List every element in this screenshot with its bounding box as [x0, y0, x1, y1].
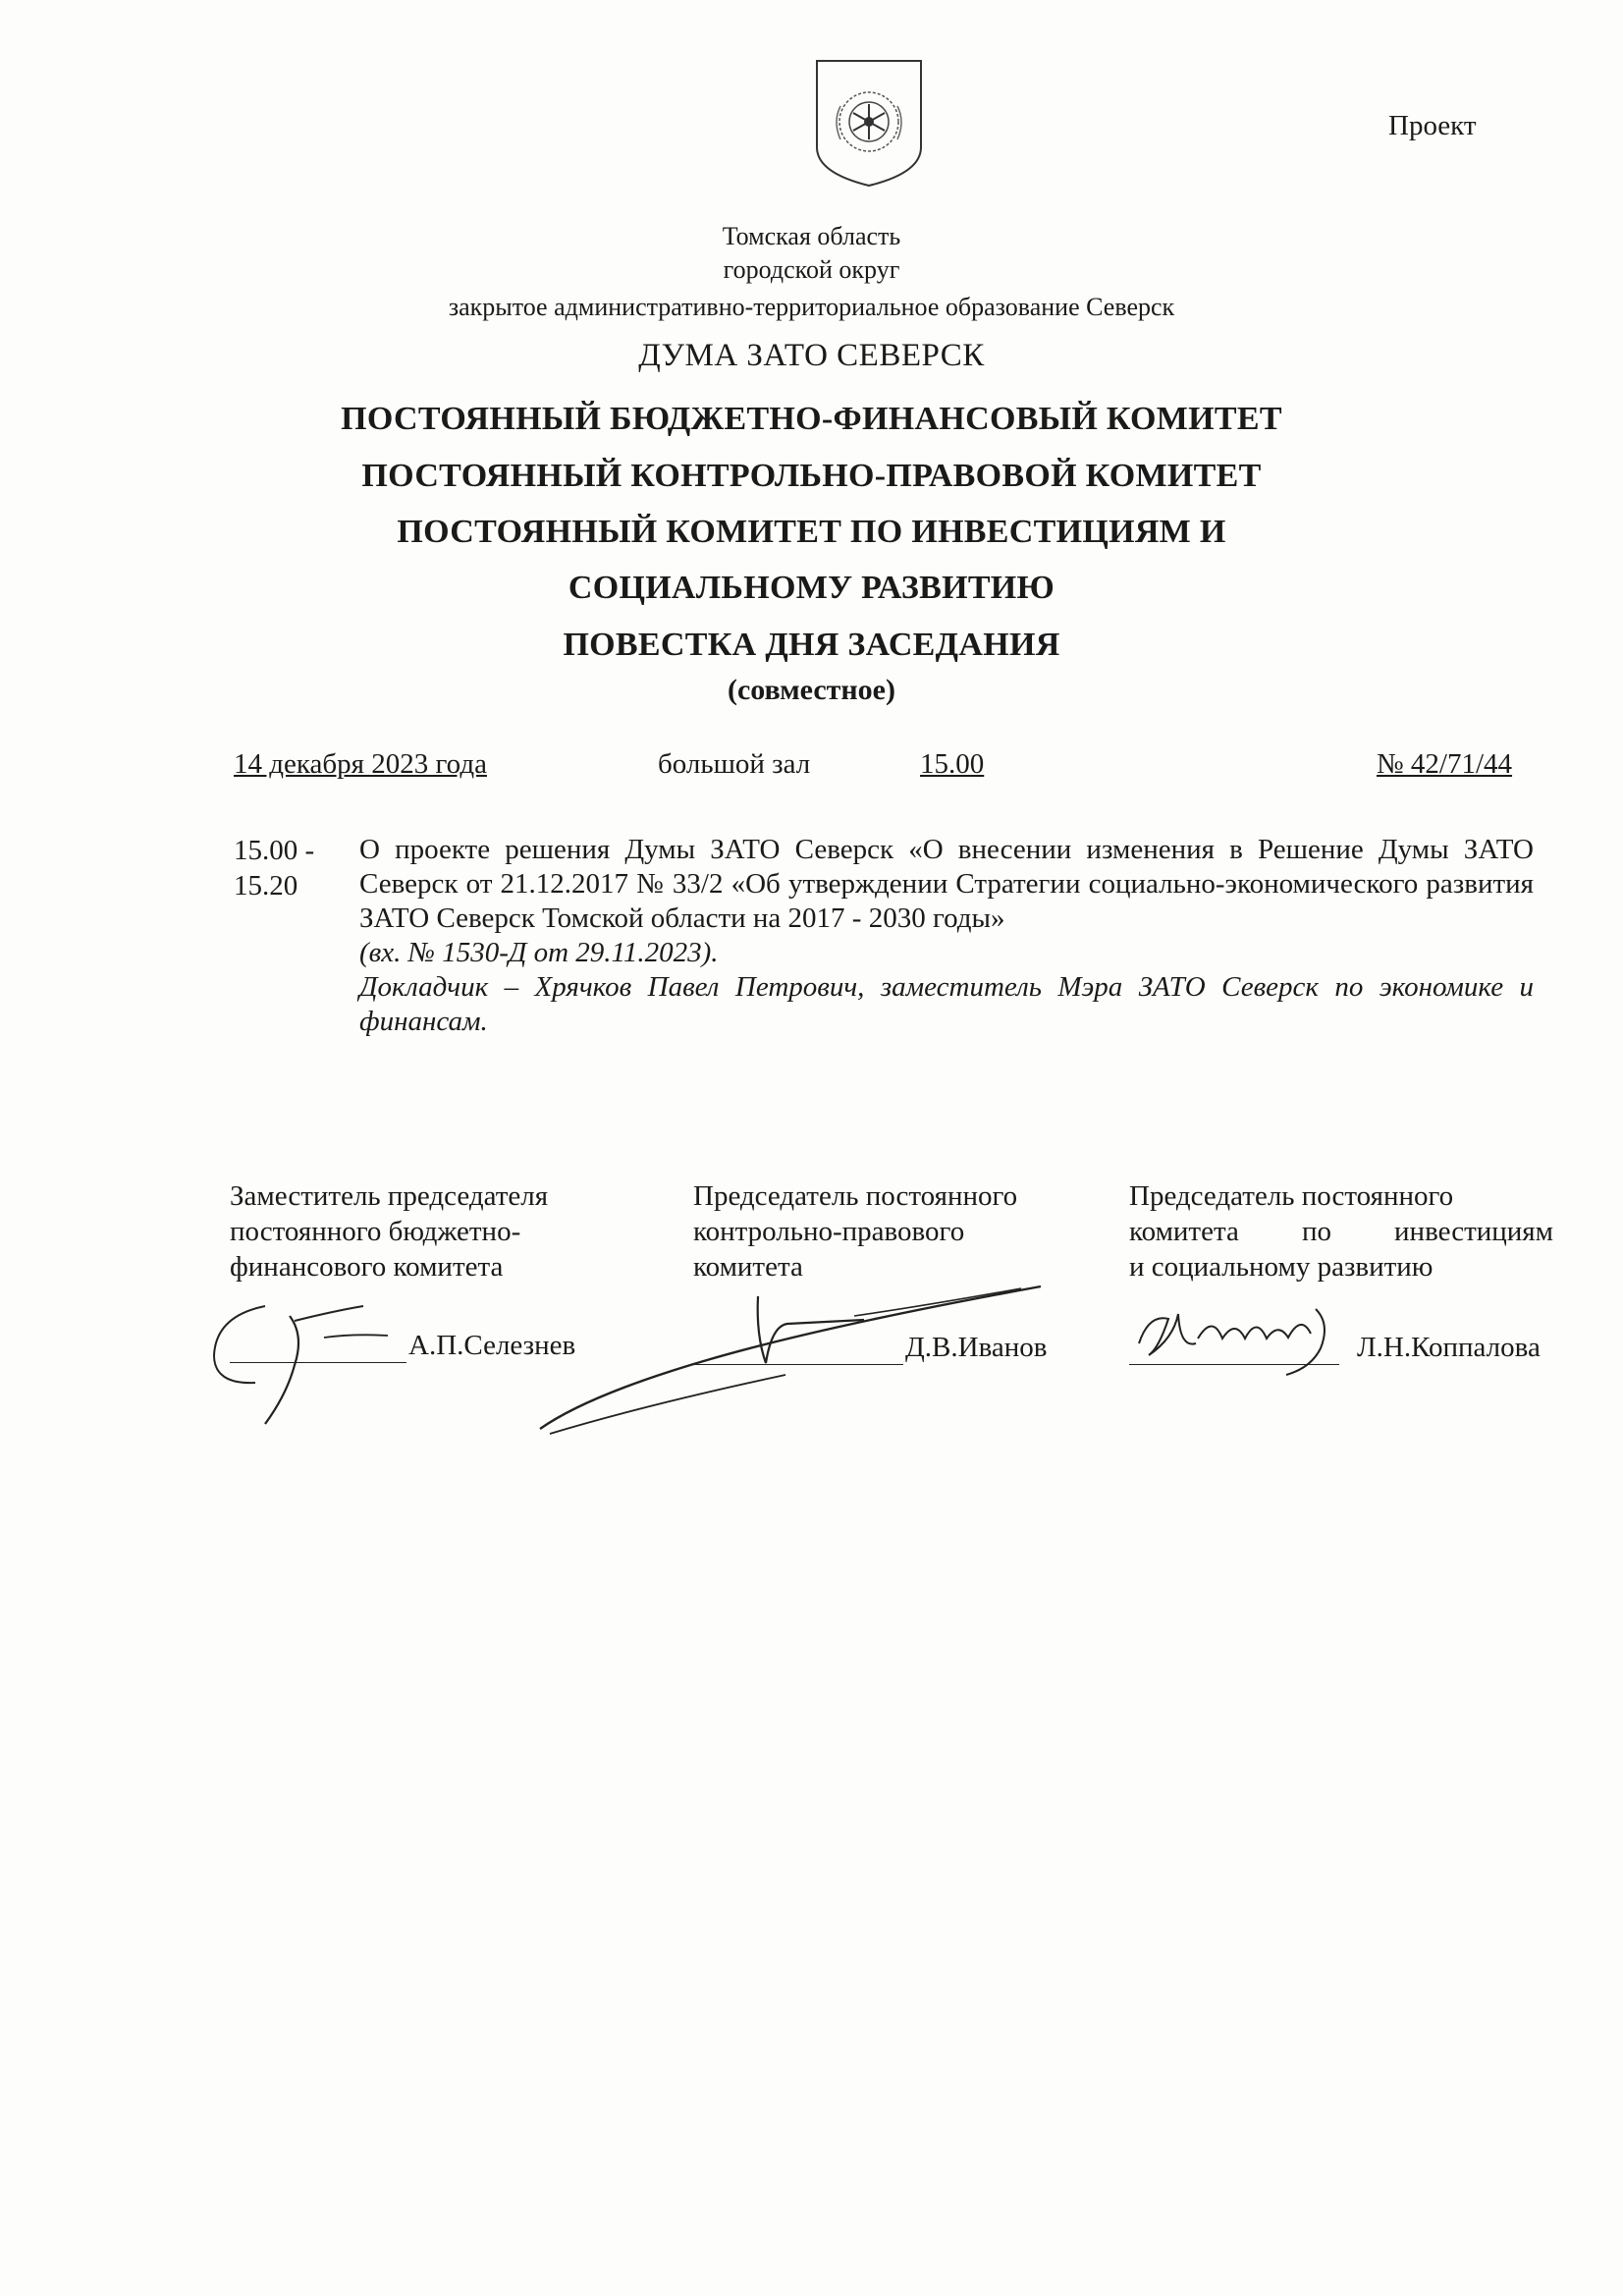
- signature-line-right: [1129, 1364, 1339, 1365]
- handwritten-signature-left: [196, 1277, 432, 1434]
- coat-of-arms-icon: [811, 57, 927, 190]
- signature-line-left: [230, 1362, 406, 1363]
- document-subtitle: (совместное): [727, 674, 895, 706]
- signer-title-line: комитета: [693, 1251, 803, 1283]
- meeting-number: № 42/71/44: [1377, 748, 1513, 780]
- signer-title-line: комитета по инвестициям: [1129, 1216, 1553, 1247]
- signer-title-line: [1129, 1178, 1553, 1214]
- committee-control-legal: ПОСТОЯННЫЙ КОНТРОЛЬНО-ПРАВОВОЙ КОМИТЕТ: [361, 458, 1262, 494]
- committee-budget-finance: ПОСТОЯННЫЙ БЮДЖЕТНО-ФИНАНСОВЫЙ КОМИТЕТ: [341, 401, 1282, 437]
- signer-name-right: Л.Н.Коппалова: [1357, 1332, 1541, 1363]
- meeting-time: 15.00: [920, 748, 985, 780]
- agenda-item: [359, 833, 1534, 1039]
- header-entity: закрытое административно-территориальное образование Северск: [448, 293, 1175, 321]
- council-name: ДУМА ЗАТО СЕВЕРСК: [638, 338, 985, 373]
- agenda-item-text: О проекте решения Думы ЗАТО Северск «О внесении изменения в Решение Думы ЗАТО Северск от 21.12.2017 № 33/2 «Об утверждении Стратегии социально-экономического развития ЗАТО Северск Томской области на 2017 - 2030 годы»: [359, 834, 1534, 934]
- committee-investment-line1: ПОСТОЯННЫЙ КОМИТЕТ ПО ИНВЕСТИЦИЯМ И: [397, 514, 1226, 550]
- document-title: ПОВЕСТКА ДНЯ ЗАСЕДАНИЯ: [563, 627, 1060, 663]
- signer-title-line: Заместитель председателя: [230, 1180, 549, 1212]
- signature-block-middle: [693, 1178, 1086, 1285]
- header-region: Томская область: [722, 222, 901, 250]
- signature-block-left: [230, 1178, 622, 1285]
- signer-name-left: А.П.Селезнев: [408, 1330, 576, 1361]
- meeting-date: 14 декабря 2023 года: [234, 748, 487, 780]
- signer-name-middle: Д.В.Иванов: [905, 1332, 1048, 1363]
- meeting-place: большой зал: [658, 748, 811, 780]
- signer-title-line: и социальному развитию: [1129, 1251, 1434, 1283]
- agenda-time-end: 15.20: [234, 870, 298, 902]
- signer-title-line: контрольно-правового: [693, 1216, 965, 1247]
- agenda-speaker: Докладчик – Хрячков Павел Петрович, заместитель Мэра ЗАТО Северск по экономике и финансам.: [359, 971, 1534, 1037]
- agenda-time: [234, 833, 314, 903]
- handwritten-signature-right: [1119, 1294, 1355, 1383]
- committee-investment-line2: СОЦИАЛЬНОМУ РАЗВИТИЮ: [568, 570, 1055, 606]
- signature-line-middle: [693, 1364, 903, 1365]
- header-district: городской округ: [723, 255, 900, 284]
- signer-title-line: постоянного бюджетно-: [230, 1216, 521, 1247]
- draft-label: Проект: [1388, 110, 1477, 141]
- signer-title-line-text: Председатель постоянного: [1129, 1180, 1454, 1212]
- signer-title-line: финансового комитета: [230, 1251, 504, 1283]
- agenda-incoming-ref: (вх. № 1530-Д от 29.11.2023).: [359, 937, 719, 968]
- signer-title-line: Председатель постоянного: [693, 1180, 1018, 1212]
- agenda-time-start: 15.00 -: [234, 835, 315, 866]
- signature-block-right: [1129, 1178, 1553, 1285]
